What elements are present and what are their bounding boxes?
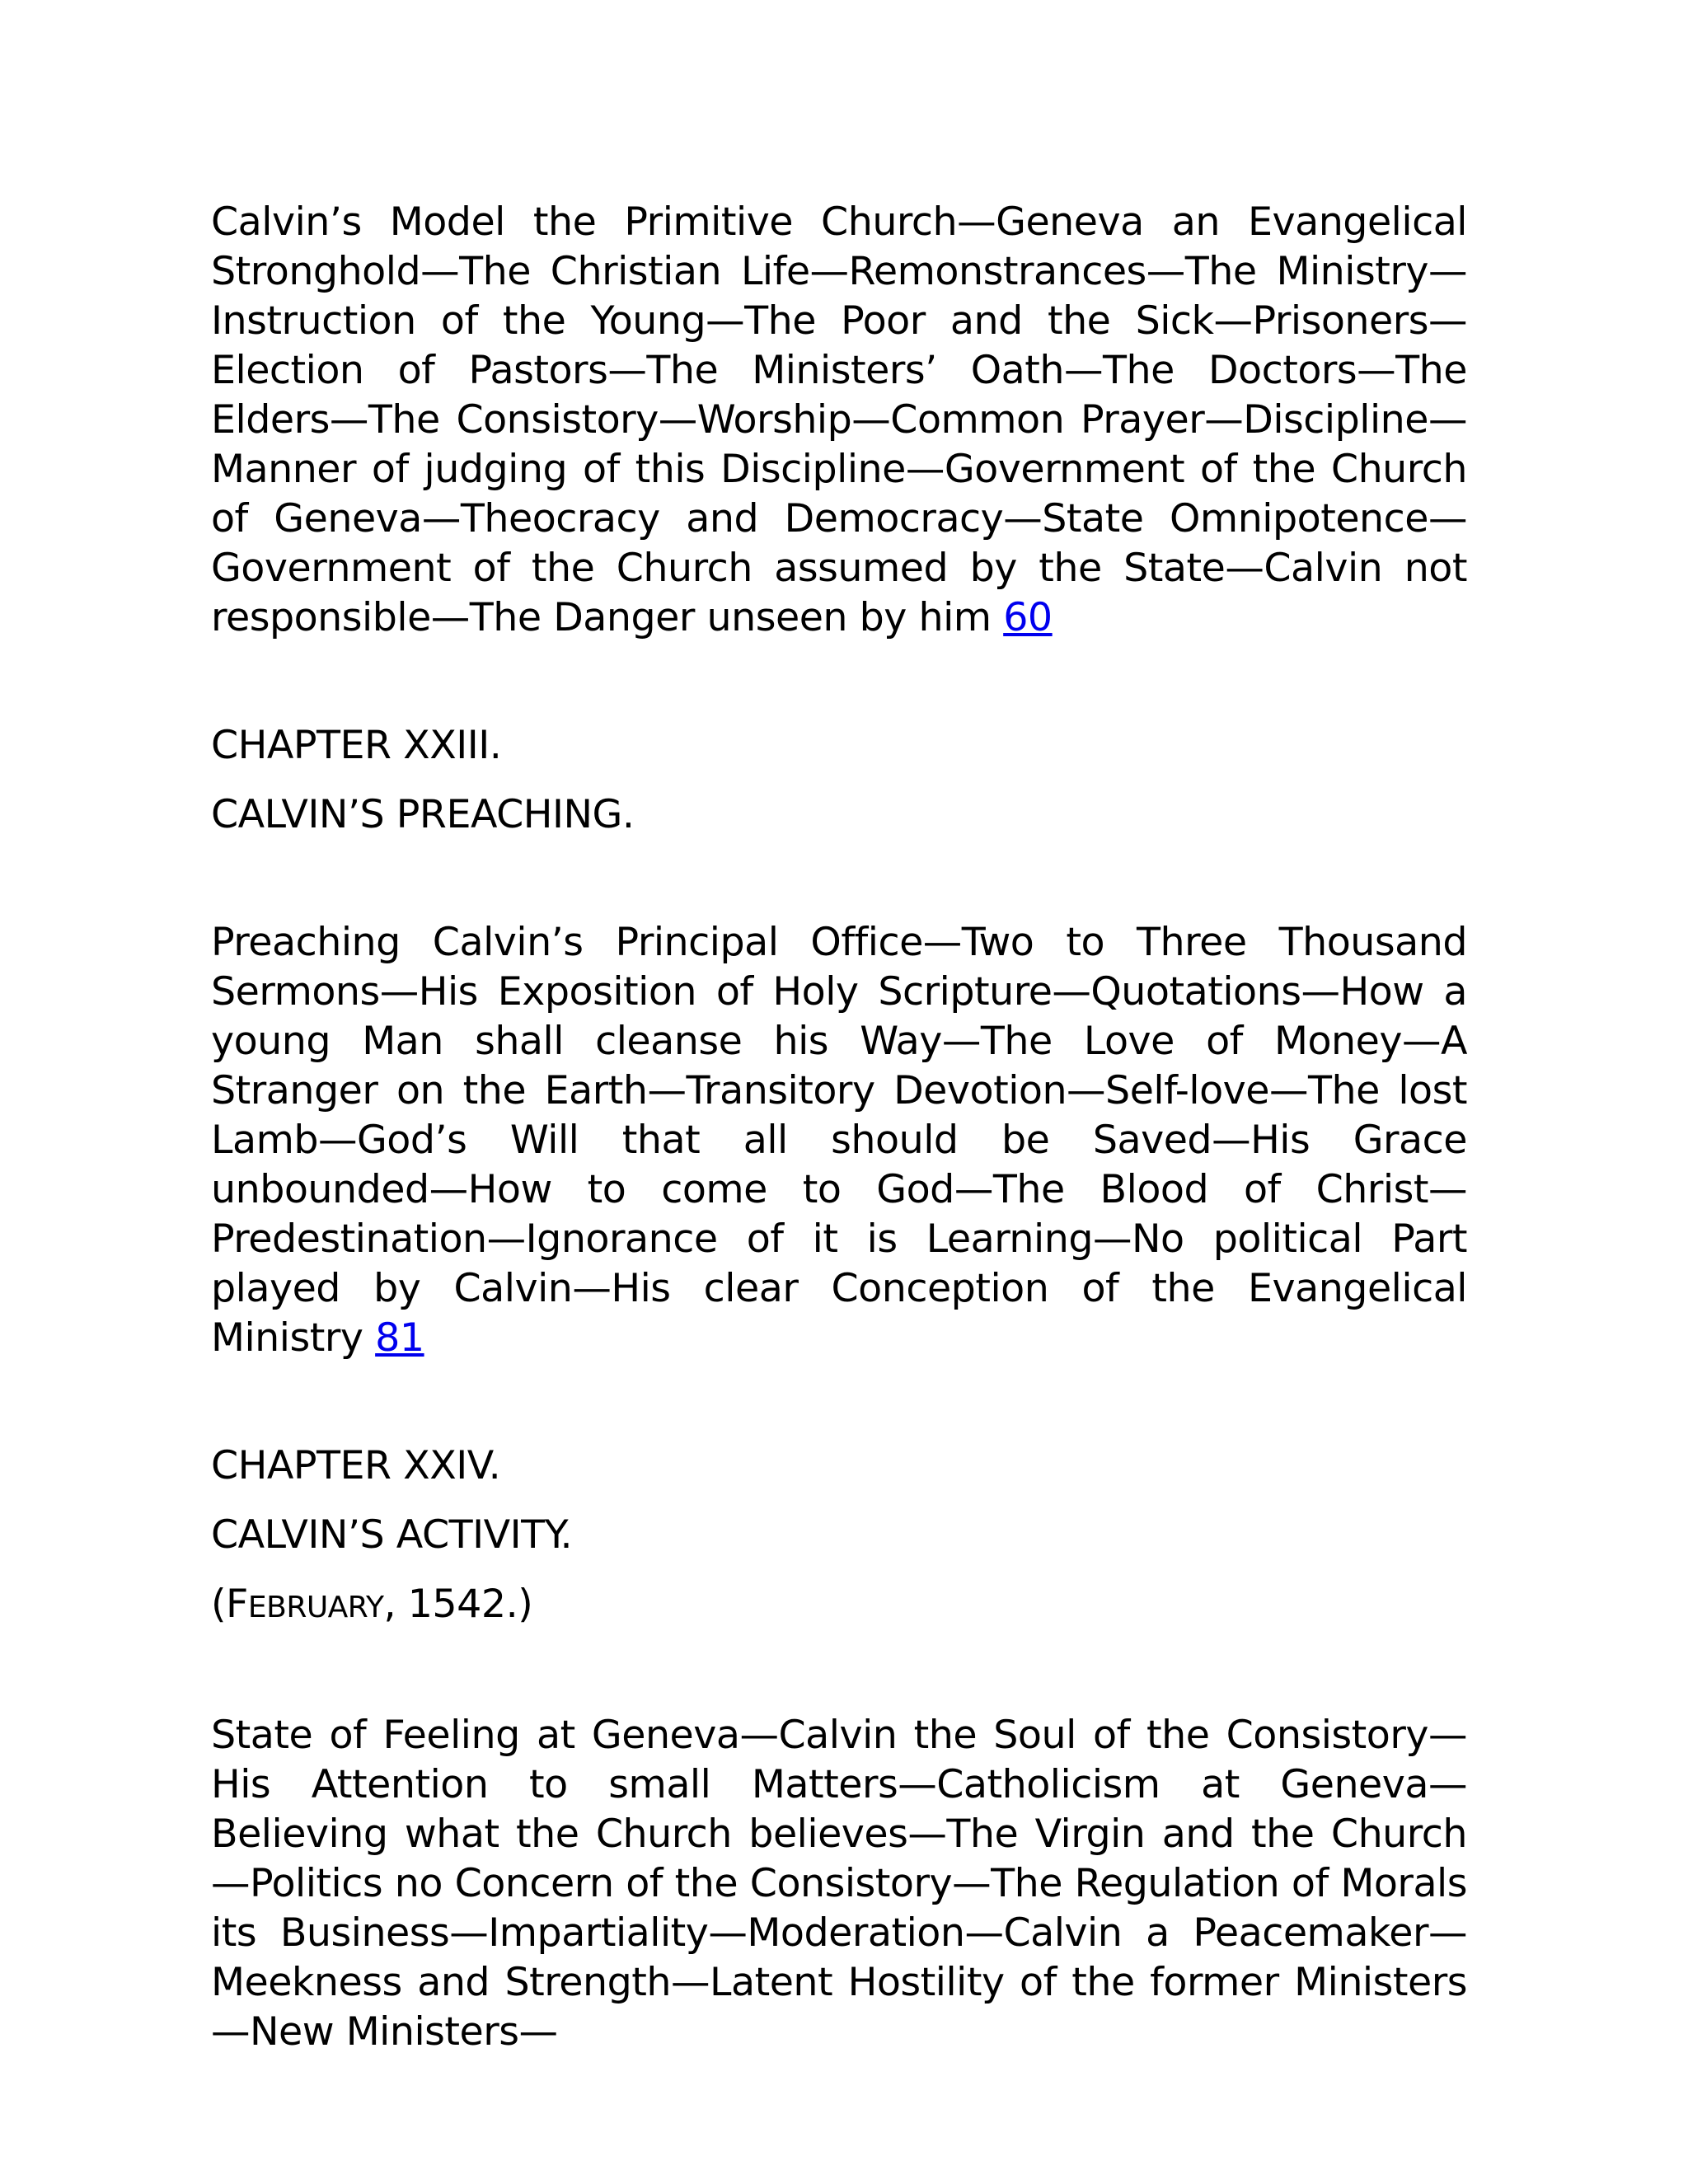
- chapter-date: [211, 1580, 1467, 1633]
- date-year: , 1542.): [383, 1582, 533, 1627]
- chapter-summary: [211, 1711, 1467, 2057]
- page-link-81[interactable]: 81: [375, 1315, 424, 1361]
- date-month-initial: F: [226, 1582, 248, 1627]
- chapter-number: CHAPTER XXIV.: [211, 1443, 501, 1488]
- chapter-summary: [211, 918, 1467, 1363]
- chapter-number: CHAPTER XXIII.: [211, 723, 502, 768]
- summary-text: Calvin’s Model the Primitive Church—Geneva an Evangelical Stronghold—The Christian Life—Remonstrances—The Ministry—Instruction of the Young—The Poor and the Sick—Prisoners—Election of Pastors—The Ministers’ Oath—The Doctors—The Elders—The Consistory—Worship—Common Prayer—Discipline—Manner of judging of this Discipline—Government of the Church of Geneva—Theocracy and Democracy—State Omnipotence—Government of the Church assumed by the State—Calvin not responsible—The Danger unseen by him: [211, 199, 1467, 640]
- summary-text: Preaching Calvin’s Principal Office—Two to Three Thousand Sermons—His Exposition of Holy Scripture—Quotations—How a young Man shall cleanse his Way—The Love of Money—A Stranger on the Earth—Transitory Devotion—Self-love—The lost Lamb—God’s Will that all should be Saved—His Grace unbounded—How to come to God—The Blood of Christ—Predestination—Ignorance of it is Learning—No political Part played by Calvin—His clear Conception of the Evangelical Ministry: [211, 920, 1467, 1361]
- chapter-title: CALVIN’S ACTIVITY.: [211, 1512, 573, 1558]
- summary-text: State of Feeling at Geneva—Calvin the Soul of the Consistory—His Attention to small Matters—Catholicism at Geneva—Believing what the Church believes—The Virgin and the Church—Politics no Concern of the Consistory—The Regulation of Morals its Business—Impartiality—Moderation—Calvin a Peacemaker—Meekness and Strength—Latent Hostility of the former Ministers—New Ministers—: [211, 1713, 1467, 2055]
- chapter-title: CALVIN’S PREACHING.: [211, 792, 635, 837]
- chapter-summary: [211, 198, 1467, 643]
- page-link-60[interactable]: 60: [1003, 595, 1053, 640]
- document-page: [211, 198, 1467, 2057]
- date-month-rest: EBRUARY: [247, 1591, 384, 1624]
- date-open: (: [211, 1582, 227, 1627]
